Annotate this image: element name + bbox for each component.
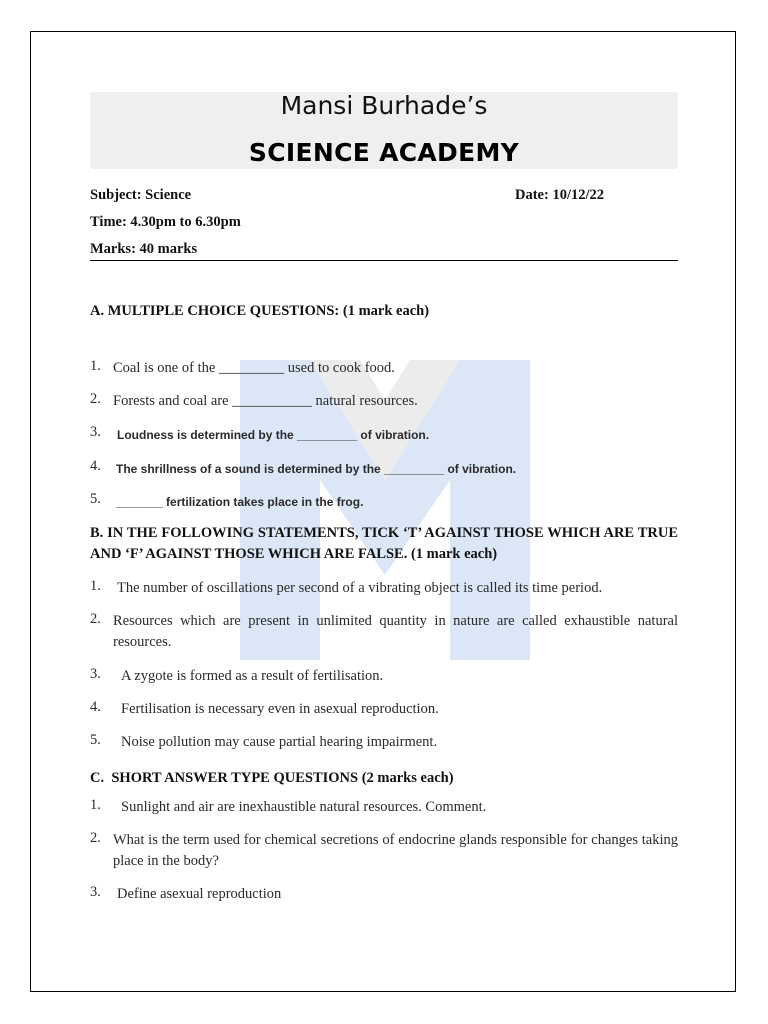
question-text: _______ fertilization takes place in the frog. [116,495,364,509]
question-number: 2. [90,391,101,407]
question-number: 2. [90,830,101,846]
question-number: 4. [90,458,101,474]
question-number: 3. [90,424,101,440]
question-number: 1. [90,358,101,374]
question-text: Fertilisation is necessary even in asexual reproduction. [121,701,439,717]
section-b-heading: B. IN THE FOLLOWING STATEMENTS, TICK ‘T’ AGAINST THOSE WHICH ARE TRUE AND ‘F’ AGAINST THOSE WHICH ARE FALSE. (1 mark each) [90,525,678,562]
question-text: Define asexual reproduction [117,886,282,902]
question-number: 1. [90,578,101,594]
time-label: Time: 4.30pm to 6.30pm [90,214,241,230]
question-number: 5. [90,491,101,507]
section-c-heading: C. SHORT ANSWER TYPE QUESTIONS (2 marks each) [90,770,454,786]
question-text: Forests and coal are ___________ natural resources. [113,393,418,409]
academy-owner: Mansi Burhade’s [280,91,488,120]
question-number: 2. [90,611,101,627]
question-number: 3. [90,884,101,900]
question-text: Sunlight and air are inexhaustible natural resources. Comment. [121,799,487,815]
question-text: Resources which are present in unlimited quantity in nature are called exhaustible natural resources. [113,613,678,650]
question-text: A zygote is formed as a result of fertilisation. [121,668,384,684]
question-number: 4. [90,699,101,715]
marks-label: Marks: 40 marks [90,241,198,257]
question-text: Loudness is determined by the _________ of vibration. [117,428,430,442]
date-label: Date: 10/12/22 [515,187,604,203]
header-divider [90,260,678,261]
question-text: Noise pollution may cause partial hearing impairment. [121,734,438,750]
question-number: 1. [90,797,101,813]
question-text: What is the term used for chemical secretions of endocrine glands responsible for changes taking place in the body? [113,832,678,869]
question-number: 5. [90,732,101,748]
question-text: Coal is one of the _________ used to cook food. [113,360,395,376]
section-a-heading: A. MULTIPLE CHOICE QUESTIONS: (1 mark each) [90,303,430,319]
question-text: The number of oscillations per second of a vibrating object is called its time period. [117,580,603,596]
academy-title: SCIENCE ACADEMY [248,138,520,167]
question-number: 3. [90,666,101,682]
question-text: The shrillness of a sound is determined by the _________ of vibration. [116,462,517,476]
subject-label: Subject: Science [90,187,192,203]
